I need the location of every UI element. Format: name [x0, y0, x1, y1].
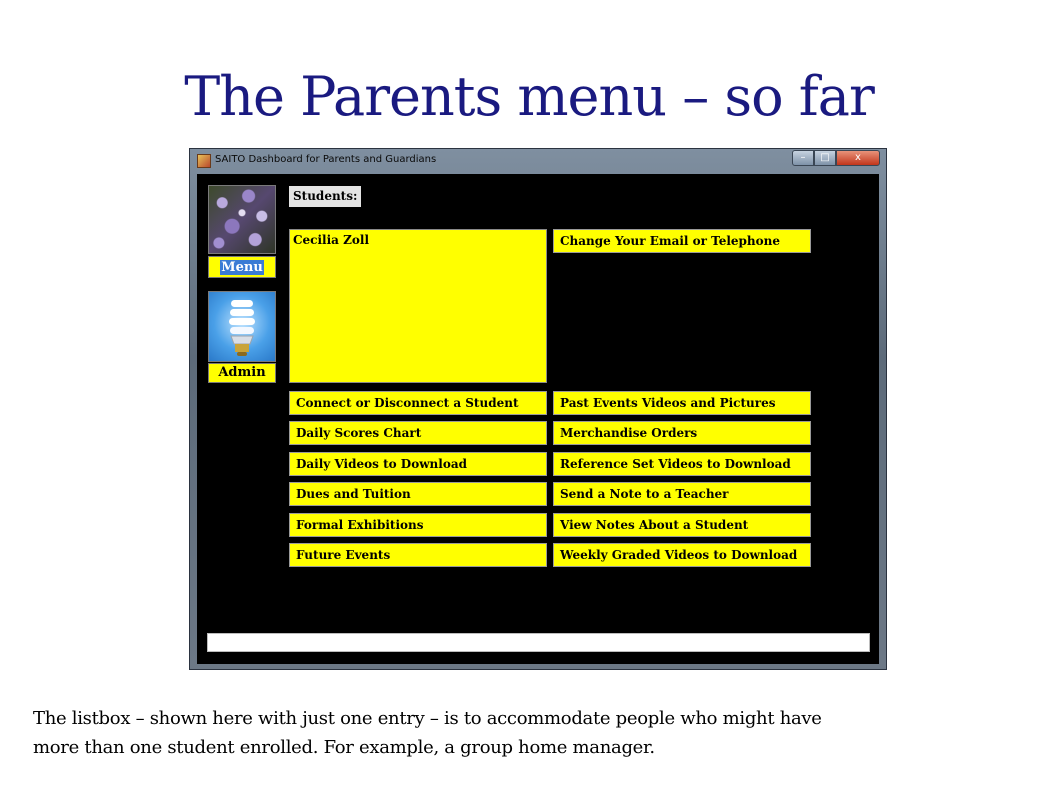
send-note-teacher-button[interactable]: Send a Note to a Teacher	[553, 482, 811, 506]
future-events-button[interactable]: Future Events	[289, 543, 547, 567]
change-email-telephone-button[interactable]: Change Your Email or Telephone	[553, 229, 811, 253]
list-item[interactable]: Cecilia Zoll	[293, 233, 370, 247]
slide-caption	[33, 704, 1033, 762]
admin-button[interactable]: Admin	[208, 363, 276, 383]
menu-image-button[interactable]	[208, 185, 276, 254]
past-events-button[interactable]: Past Events Videos and Pictures	[553, 391, 811, 415]
students-label: Students:	[289, 186, 361, 207]
admin-image-button[interactable]	[208, 291, 276, 362]
dues-tuition-button[interactable]: Dues and Tuition	[289, 482, 547, 506]
reference-set-videos-button[interactable]: Reference Set Videos to Download	[553, 452, 811, 476]
status-bar	[207, 633, 870, 652]
menu-button[interactable]	[208, 256, 276, 278]
maximize-button[interactable]: □	[814, 150, 836, 166]
slide-title: The Parents menu – so far	[184, 65, 874, 128]
window-titlebar[interactable]	[190, 149, 886, 173]
connect-disconnect-student-button[interactable]: Connect or Disconnect a Student	[289, 391, 547, 415]
formal-exhibitions-button[interactable]: Formal Exhibitions	[289, 513, 547, 537]
app-icon	[197, 154, 211, 168]
view-notes-student-button[interactable]: View Notes About a Student	[553, 513, 811, 537]
window-client-area	[197, 174, 879, 664]
caption-line-1: The listbox – shown here with just one entry – is to accommodate people who might have	[33, 708, 822, 729]
minimize-button[interactable]: –	[792, 150, 814, 166]
daily-videos-download-button[interactable]: Daily Videos to Download	[289, 452, 547, 476]
weekly-graded-videos-button[interactable]: Weekly Graded Videos to Download	[553, 543, 811, 567]
menu-label: Menu	[221, 260, 263, 275]
student-listbox[interactable]	[289, 229, 547, 383]
app-window	[189, 148, 887, 670]
daily-scores-chart-button[interactable]: Daily Scores Chart	[289, 421, 547, 445]
close-button[interactable]: x	[836, 150, 880, 166]
lightbulb-icon	[209, 292, 275, 361]
merchandise-orders-button[interactable]: Merchandise Orders	[553, 421, 811, 445]
caption-line-2: more than one student enrolled. For example, a group home manager.	[33, 737, 655, 758]
window-title: SAITO Dashboard for Parents and Guardians	[215, 154, 437, 165]
